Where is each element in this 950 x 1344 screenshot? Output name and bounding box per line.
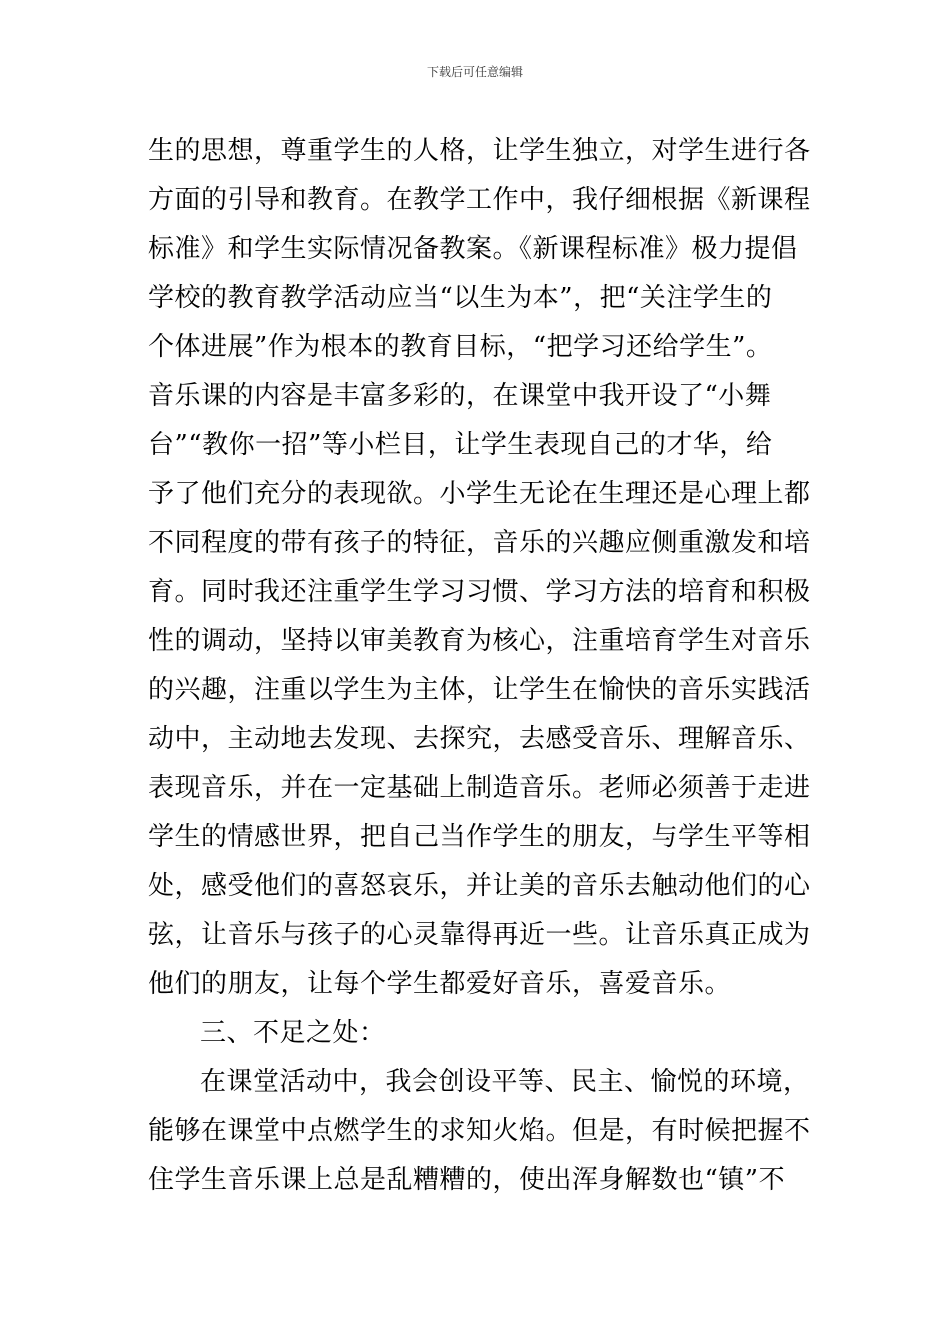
document-body: [148, 127, 811, 1205]
section-paragraph-line: 在课堂活动中，我会创设平等、民主、愉悦的环境，: [200, 1067, 810, 1097]
body-line: 标准》和学生实际情况备教案。《新课程标准》极力提倡: [148, 234, 798, 264]
section-heading: 三、不足之处：: [200, 1018, 386, 1048]
body-line: 学校的教育教学活动应当“以生为本”，把“关注学生的: [148, 283, 773, 313]
section-paragraph-line: 住学生音乐课上总是乱糟糟的，使出浑身解数也“镇”不: [148, 1165, 786, 1195]
body-line: 育。同时我还注重学生学习习惯、学习方法的培育和积极: [148, 577, 811, 607]
body-line: 不同程度的带有孩子的特征，音乐的兴趣应侧重激发和培: [148, 528, 811, 558]
body-line: 动中，主动地去发现、去探究，去感受音乐、理解音乐、: [148, 724, 811, 754]
body-line: 生的思想，尊重学生的人格，让学生独立，对学生进行各: [148, 136, 811, 166]
body-line: 表现音乐，并在一定基础上制造音乐。老师必须善于走进: [148, 773, 811, 803]
body-line: 予了他们充分的表现欲。小学生无论在生理还是心理上都: [148, 479, 811, 509]
page-header: 下载后可任意编辑: [426, 65, 523, 79]
body-line: 他们的朋友，让每个学生都爱好音乐，喜爱音乐。: [148, 969, 732, 999]
body-line: 台”“教你一招”等小栏目，让学生表现自己的才华，给: [148, 430, 773, 460]
body-line: 性的调动，坚持以审美教育为核心，注重培育学生对音乐: [148, 626, 811, 656]
body-line: 处，感受他们的喜怒哀乐，并让美的音乐去触动他们的心: [148, 871, 811, 901]
body-line: 学生的情感世界，把自己当作学生的朋友，与学生平等相: [148, 822, 811, 852]
body-line: 音乐课的内容是丰富多彩的，在课堂中我开设了“小舞: [148, 381, 772, 411]
body-line: 个体进展”作为根本的教育目标，“把学习还给学生”。: [148, 332, 773, 362]
body-line: 弦，让音乐与孩子的心灵靠得再近一些。让音乐真正成为: [148, 920, 811, 950]
body-line: 方面的引导和教育。在教学工作中，我仔细根据《新课程: [148, 185, 811, 215]
section-paragraph-line: 能够在课堂中点燃学生的求知火焰。但是，有时候把握不: [148, 1116, 811, 1146]
body-line: 的兴趣，注重以学生为主体，让学生在愉快的音乐实践活: [148, 675, 811, 705]
